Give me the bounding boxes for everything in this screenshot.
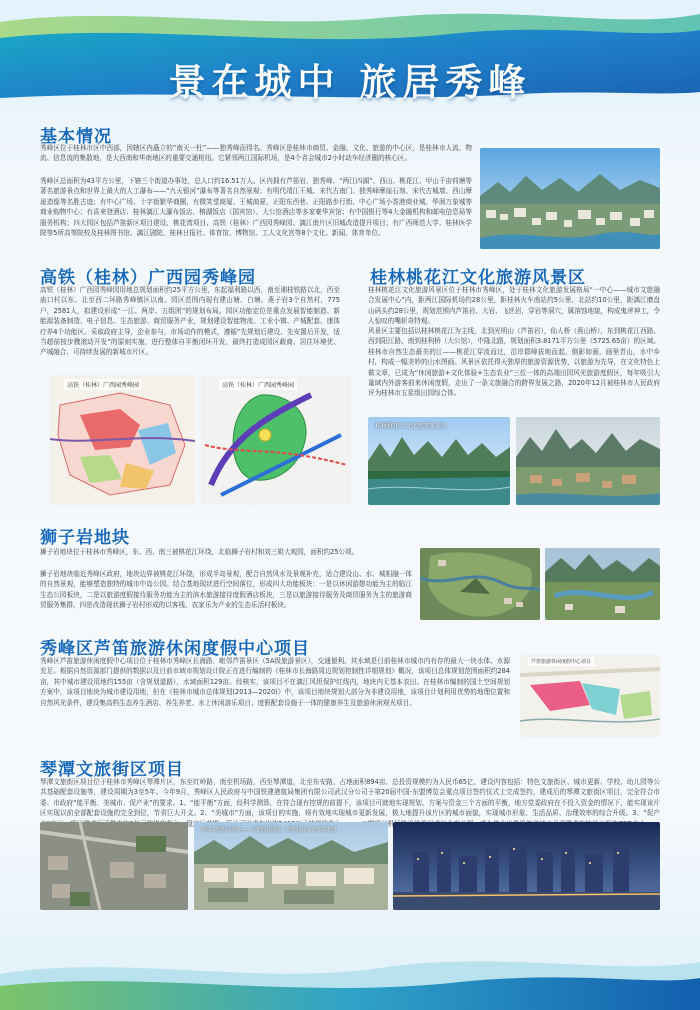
basic-paragraph-2: 秀峰区总面积为43平方公里，下辖三个街道办事处，总人口约16.51万人。区内拥有芦笛岩、独秀峰、“两江四湖”、西山、桃花江、甲山千亩荷塘等著名旅游景点和世界上最大的人工瀑布——“九天银河”瀑布等著名自然景观；有明代靖江王城、宋代古南门、独秀峰摩崖石刻、宋代古城墙、西山摩崖造像等名胜古迹；有中心广场、十字街繁华商圈，有微笑堂商厦、王城商夏、正阳东西巷、正阳路步行街、中心广场小香港商业城、华润万象城等商业购物中心；有喜来登酒店、桂林漓江大瀑布饭店、榕湖饭店（国宾馆）、大公馆酒店等多家豪华宾馆；有中国银行等4大金融机构和邮电信息局等服务机构；四大园区包括芦笛新区项目建设、桃花湾项目、高铁（桂林）广西园秀峰园、漓江南片区旧城改造提升项目；有广西师范大学、桂林医学院等5所高等院校及桂林图书馆、漓江剧院、桂林日报社、体育馆、博物馆、工人文化宫等8个文化、新闻、体育单位。 <box>40 177 472 238</box>
ludi-map-label: 芦笛旅游休闲度假中心项目 <box>528 657 594 666</box>
basic-paragraph-1: 秀峰区位于桂林市区中西部，因辖区内矗立的“南天一柱”——独秀峰而得名。秀峰区是桂林市商贸、金融、文化、旅游的中心区，是桂林市人流、物流、信息流的集散地，是大西南和华南地区的重要交通枢纽。它紧邻两江国际机场，是4个省会城市2小时动车经济圈的核心区。 <box>40 144 472 163</box>
taohua-paragraph-2: 风景区主要包括以桂林桃花江为主线，北到光明山（芦笛岩），仙人桥（燕山桥），东到桃花江西路、西到阳江路、南到桂利桥（大公馆），中隆北路，规划面积3.8171平方公里（5725.65亩）的区域。桂林市自然生态最美的江——桃花江穿流而过，沿岸群峰拔地而起，倒影如画，画里青山，水中乡村，构成一幅美妙的山水图画。风景区依托得天独厚的旅游资源优势，以旅游为先导，在文化特色上做文章，已成为“休闲旅游+文化体验+生态农业”三位一体的高端田园风光旅游度假区，每年吸引大量域内外游客前来休闲度假，走出了一条文旅融合的跨界发展之路，2020年12月被桂林市人民政府评为桂林市五星级田园综合体。 <box>368 327 660 398</box>
section-title-qintan: 琴潭文旅街区项目 <box>40 760 184 780</box>
qintan-paragraph: 琴潭文旅街区项目位于桂林市秀峰区琴潭片区，东至红岭路，南至机场路，西至琴潭道，北至东安路，占地面积894亩。总投资规模约为人民币65亿，建设内容包括：特色文旅街区、城市更新、学校、幼儿园等公共基础配套设施等，建设周期为3至5年。今年9月，秀峰区人民政府与中国铁建港航局集团有限公司武汉分公司于第20届中国-东盟博览会重点项目签约仪式上完成签约，建成后的琴潭文旅街区项目，完全符合市委、市政府“能平衡、美城市、促产业”的要求。1、“能平衡”方面，经科学测算，在符合现有控规的前提下，该项目可就地实现规划、方案与资金三个方面的平衡，地方党委政府在不投入资金的情况下，能实现该片区实现以前全部配套设施的完全到位，节省巨大开支。2、“美城市”方面，该项目的实施，将有效地实现城市更新发展，极大地提升该片区的城市面貌，实现城市形象、生活品质、治理效率的综合升级。3、“促产 稳 机 <box>40 778 660 828</box>
taohua-photo-caption: 桂林桃花江文化旅游风景区 <box>375 423 448 430</box>
section-title-lion-rock: 狮子岩地块 <box>40 528 130 548</box>
rail-park-route-map-label: 高铁（桂林）广西园秀峰园 <box>219 379 297 390</box>
rail-park-zoning-map <box>50 375 195 505</box>
lion-rock-river-photo <box>545 548 660 620</box>
footer-band <box>0 940 700 1010</box>
qintan-night-photo <box>393 822 660 910</box>
lion-rock-aerial-photo <box>420 548 540 620</box>
taohua-paragraph-1: 桂林桃花江文化旅游风景区位于桂林市秀峰区，处于桂林文化旅游发展格局“一中心——城市文旅融合发展中心”内，距两江国际机场约28公里，距桂林火车南站约5公里、北站约10公里，距漓江磨盘山码头约28公里，规划范围内芦笛岩、大岩、飞丝岩，穿岩等洞穴，属溶蚀地貌，构成鬼斧神工，令人惊叹的嘴斩奇特观。 <box>368 286 660 326</box>
qintan-render-photo <box>194 822 388 910</box>
rail-park-route-map <box>201 375 351 505</box>
lion-rock-paragraph-1: 狮子岩地块位于桂林市秀峰区，东、西、南三被桃花江环绕，北临狮子岩村和刘三姐大观园，面积约25公顷。 <box>40 548 359 556</box>
section-title-basic: 基本情况 <box>40 127 112 147</box>
taohua-river-photo <box>368 417 510 505</box>
rail-park-paragraph: 高铁（桂林）广西园秀峰园用地总规划面积约25平方公里，东起福利路以西，南至湘桂铁路以北，西至庙口村以东、北至西二环路秀峰镇区以南。园区范围内现有建山塘、白塘、燕子岩3个自然村，775户，2581人，拟建设形成“一江、两岸、五组团”的规划布局。园区功能定位是重点发展智能制造、新能源装备制造、电子信息、生态旅游、商贸服务产业，规划建设智能物流、工业小镇、产城配套、康体疗养4个功能区。采取政府主导，企业参与，市场动作的模式，遵循“先规划后建设、先安置后开发，适当超前按步骤滚动开发”的原则实施，进行整体自平衡闭环开发，最终打造成园区载商、居住环境优、产城融合、可持续发展的新城市片区。 <box>40 286 340 357</box>
qintan-aerial-photo <box>40 822 188 910</box>
footer-waves <box>0 940 700 1010</box>
city-aerial-photo <box>480 148 660 249</box>
ludi-site-map <box>520 655 660 737</box>
ludi-paragraph: 秀峰区芦笛旅游休闲度假中心项目位于桂林市秀峰区长海路、毗邻芦笛景区（5A级旅游景区），交通便利。其水域是目前桂林市城市内有存的最大一块水体、水源充足。根据自然资源部门提供的数据以及目前市域市规划设计院正在进行编制的《桂林市长海路周边规划控制性详细规划》概况，该项目总体规划范围面积约284亩，其中城市建设用地约155亩（含规划道路），水域面积129亩。经核实，该项目不在漓江风坦保护红线内，地块内无基本农田。在桂林市编制的国土空间规划方案中，该项目地块为城市建设用地，但在《桂林市城市总体规划(2013—2020)》中，该项目地块规划大部分为非建设用地，该项目计划利用优势的地理位置和自然风光条件，建设集高档生态养生酒店、养生养老、水上休闲游乐项目、度假配套设施于一体的健康养生及旅游休闲观光项目。 <box>40 657 510 707</box>
qintan-render-caption: 琴潭文旅街区项目——文旅商业街区、旅游商业综合体效果图 <box>201 827 337 833</box>
rail-park-map-label: 高铁（桂林）广西园秀峰园 <box>64 379 142 390</box>
main-title: 景在城中 旅居秀峰 <box>168 61 532 104</box>
section-title-taohua: 桂林桃花江文化旅游风景区 <box>370 268 586 288</box>
section-title-ludi: 秀峰区芦笛旅游休闲度假中心项目 <box>40 639 310 659</box>
lion-rock-paragraph-2: 狮子岩地块临近秀峰区政府，地块边界被桃花江环绕，形成半岛景观，配合自然风水及景观补充，适合建设山、水、城相融一体的自然景观，能够塑造独特的城市中岛公园。结合基地现状进行空间落位，形成四大功能板块：一是以休闲游憩功能为主的临江生态公园板块，二是以旅游度假接待服务功能为主的滨水旅游接待度假酒店板块，三是以旅游接待服务及商贸服务为主的旅游商贸服务集群，四是改造现状狮子岩村形成的以客栈、农家乐为产业的生态乐活村板块。 <box>40 570 412 610</box>
header-band <box>0 0 700 108</box>
section-title-rail-park: 高铁（桂林）广西园秀峰园 <box>40 268 256 288</box>
taohua-village-photo <box>516 417 660 505</box>
